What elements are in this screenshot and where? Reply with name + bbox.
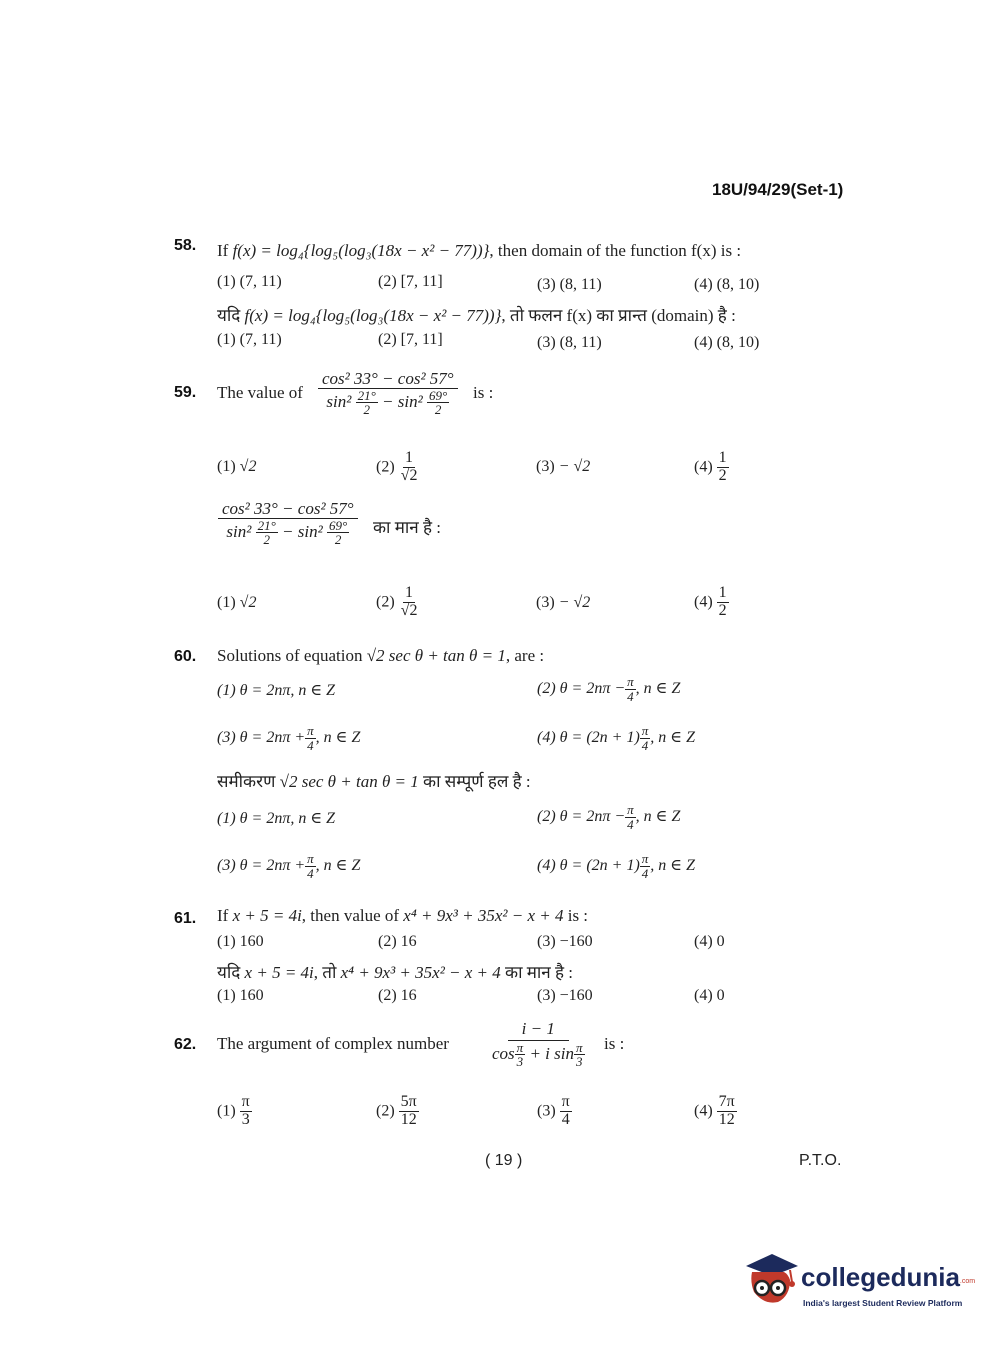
- option-1: (1) 160: [217, 933, 264, 950]
- option-2: (2) θ = 2nπ − $\frac{\pi}{4}$ , n ∈ Z: [537, 674, 681, 704]
- option-3: (3) − √2: [536, 458, 591, 475]
- question-suffix: is :: [473, 383, 494, 402]
- option-4-hindi: (4) $\frac{1}{2}$: [694, 584, 727, 619]
- option-1-hindi: (1) (7, 11): [217, 331, 282, 348]
- polynomial: x⁴ + 9x³ + 35x² − x + 4: [403, 906, 564, 925]
- option-2-hindi: (2) $\frac{1}{√2}$: [376, 584, 418, 619]
- option-2: (2) $\frac{5\pi}{12}$: [376, 1093, 417, 1128]
- trig-expression-hindi: cos² 33° − cos² 57° sin² $\frac{21^\circ}{2}$ − sin² $\frac{69^\circ}{2}$: [218, 500, 358, 547]
- option-2: (2) $\frac{1}{√2}$: [376, 449, 418, 484]
- logo-wordmark: collegedunia.com: [801, 1262, 976, 1292]
- option-4-hindi: (4) θ = (2n + 1) $\frac{\pi}{4}$ , n ∈ Z: [537, 851, 696, 881]
- collegedunia-logo: [744, 1250, 800, 1312]
- equation: √2 sec θ + tan θ = 1: [366, 646, 506, 665]
- question-text-hindi: यदि x + 5 = 4i, तो x⁴ + 9x³ + 35x² − x + 4 का मान है :: [217, 963, 573, 982]
- question-number: 59.: [174, 384, 197, 401]
- question-number: 58.: [174, 237, 197, 254]
- option-3-hindi: (3) (8, 11): [537, 334, 602, 351]
- function-expression: f(x) = log₄{log₅(log₃(18x − x² − 77))}: [232, 241, 490, 260]
- option-1: (1) √2: [217, 458, 257, 475]
- question-number: 62.: [174, 1036, 197, 1053]
- question-suffix-hindi: का मान है :: [373, 518, 441, 537]
- pto-label: P.T.O.: [799, 1152, 842, 1169]
- option-3: (3) $\frac{\pi}{4}$: [537, 1093, 570, 1128]
- question-text: If f(x) = log₄{log₅(log₃(18x − x² − 77))}, then domain of the function f(x) is :: [217, 241, 742, 260]
- question-number: 61.: [174, 910, 197, 927]
- trig-expression: cos² 33° − cos² 57° sin² $\frac{21^\circ}{2}$ − sin² $\frac{69^\circ}{2}$: [318, 370, 458, 417]
- option-4: (4) 0: [694, 933, 725, 950]
- mascot-icon: [744, 1250, 800, 1308]
- option-1: (1) θ = 2nπ, n ∈ Z: [217, 682, 336, 699]
- option-2: (2) [7, 11]: [378, 273, 443, 290]
- option-3: (3) θ = 2nπ + $\frac{\pi}{4}$ , n ∈ Z: [217, 723, 361, 753]
- option-3: (3) (8, 11): [537, 276, 602, 293]
- option-4: (4) $\frac{7\pi}{12}$: [694, 1093, 735, 1128]
- logo-tagline: India's largest Student Review Platform: [803, 1298, 963, 1308]
- option-1-hindi: (1) √2: [217, 594, 257, 611]
- complex-expression: i − 1 cos $\frac{\pi}{3}$ + i sin $\frac{\pi}{3}$: [492, 1019, 583, 1070]
- question-text: If x + 5 = 4i, then value of x⁴ + 9x³ + 35x² − x + 4 is :: [217, 906, 589, 925]
- option-3-hindi: (3) −160: [537, 987, 593, 1004]
- option-2-hindi: (2) 16: [378, 987, 417, 1004]
- question-text: The argument of complex number: [217, 1034, 449, 1053]
- option-4: (4) $\frac{1}{2}$: [694, 449, 727, 484]
- question-text: The value of: [217, 383, 303, 402]
- paper-code: 18U/94/29(Set-1): [712, 180, 844, 199]
- option-4-hindi: (4) (8, 10): [694, 334, 760, 351]
- option-4: (4) θ = (2n + 1) $\frac{\pi}{4}$ , n ∈ Z: [537, 723, 696, 753]
- option-3-hindi: (3) − √2: [536, 594, 591, 611]
- question-text-hindi: समीकरण √2 sec θ + tan θ = 1 का सम्पूर्ण हल है :: [217, 772, 531, 791]
- option-2-hindi: (2) θ = 2nπ − $\frac{\pi}{4}$ , n ∈ Z: [537, 802, 681, 832]
- option-1-hindi: (1) θ = 2nπ, n ∈ Z: [217, 810, 336, 827]
- option-2: (2) 16: [378, 933, 417, 950]
- question-text: Solutions of equation √2 sec θ + tan θ = 1, are :: [217, 646, 545, 665]
- question-suffix: is :: [604, 1034, 625, 1053]
- option-4: (4) (8, 10): [694, 276, 760, 293]
- option-1: (1) (7, 11): [217, 273, 282, 290]
- option-1: (1) $\frac{\pi}{3}$: [217, 1093, 250, 1128]
- question-number: 60.: [174, 648, 197, 665]
- option-3: (3) −160: [537, 933, 593, 950]
- option-4-hindi: (4) 0: [694, 987, 725, 1004]
- page-number: ( 19 ): [485, 1152, 523, 1169]
- option-3-hindi: (3) θ = 2nπ + $\frac{\pi}{4}$ , n ∈ Z: [217, 851, 361, 881]
- question-text-hindi: यदि f(x) = log₄{log₅(log₃(18x − x² − 77))}, तो फलन f(x) का प्रान्त (domain) है :: [217, 306, 736, 325]
- option-2-hindi: (2) [7, 11]: [378, 331, 443, 348]
- option-1-hindi: (1) 160: [217, 987, 264, 1004]
